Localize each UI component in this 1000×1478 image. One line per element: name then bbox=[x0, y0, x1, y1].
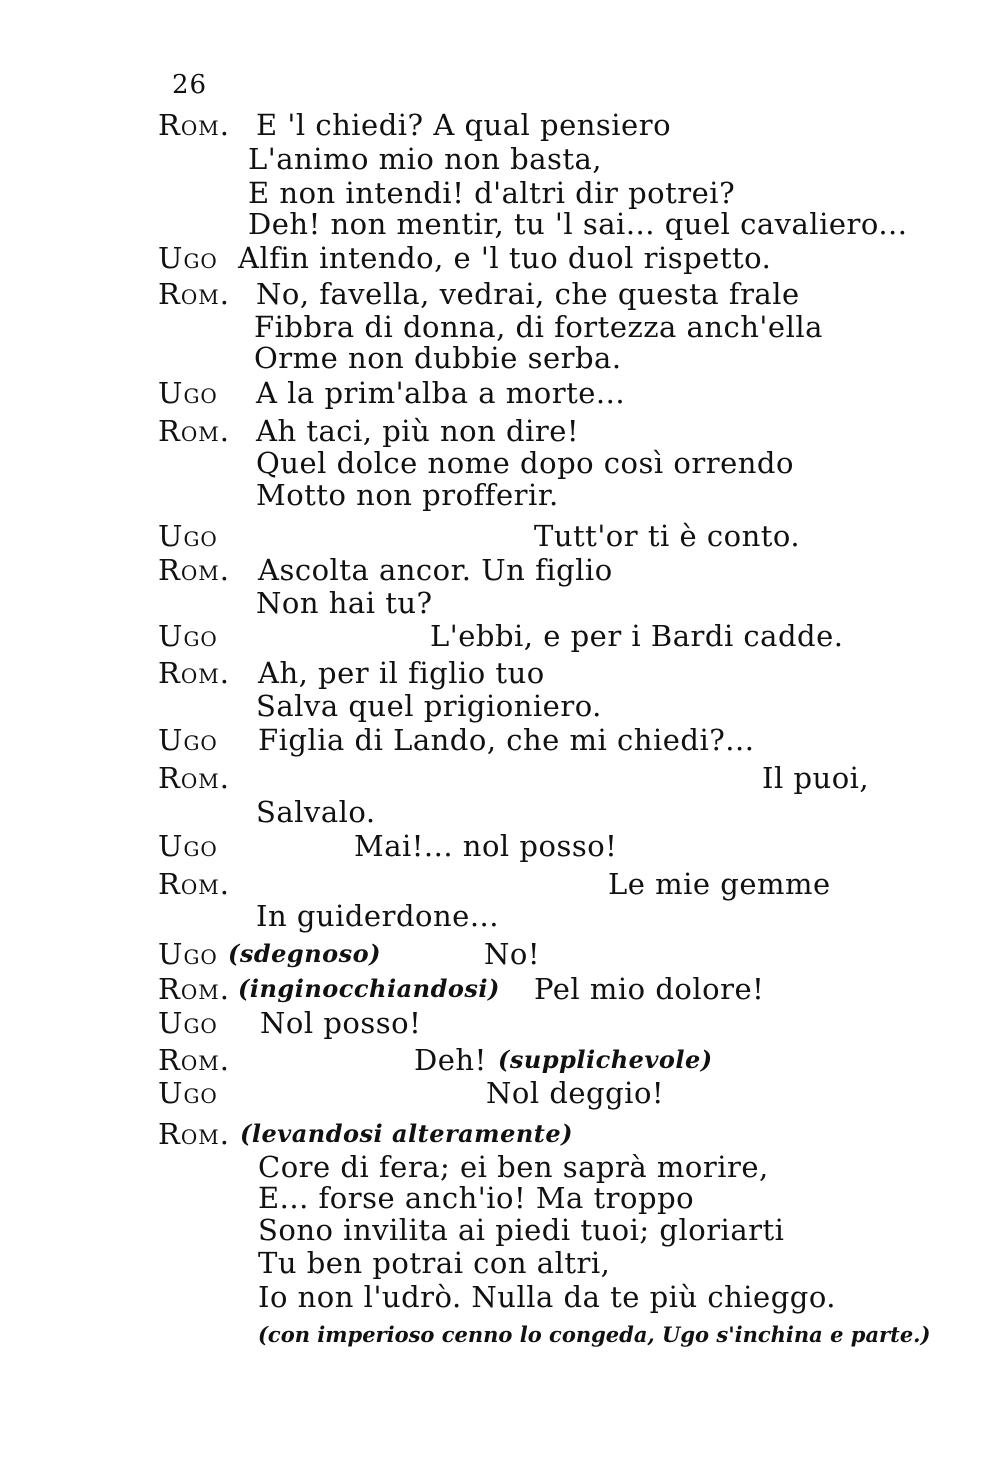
script-line bbox=[0, 1117, 1000, 1151]
script-line bbox=[0, 1150, 1000, 1184]
speaker-label: Ugo bbox=[158, 241, 218, 275]
script-line bbox=[0, 176, 1000, 210]
verse-text: No, favella, vedrai, che questa frale bbox=[256, 277, 800, 311]
script-line bbox=[0, 937, 1000, 971]
verse-text: E non intendi! d'altri dir potrei? bbox=[248, 176, 736, 210]
speaker-label: Ugo bbox=[158, 376, 218, 410]
verse-text: Orme non dubbie serba. bbox=[254, 341, 622, 375]
verse-text: Non hai tu? bbox=[256, 586, 433, 620]
script-line bbox=[0, 142, 1000, 176]
verse-text: L'ebbi, e per i Bardi cadde. bbox=[430, 619, 844, 653]
script-line bbox=[0, 446, 1000, 480]
speaker-label: Rom. bbox=[158, 656, 230, 690]
verse-text: Le mie gemme bbox=[608, 867, 831, 901]
script-line bbox=[0, 108, 1000, 142]
script-line bbox=[0, 1181, 1000, 1215]
script-line bbox=[0, 1280, 1000, 1314]
verse-text: E 'l chiedi? A qual pensiero bbox=[256, 108, 672, 142]
script-line bbox=[0, 899, 1000, 933]
speaker-label: Rom. bbox=[158, 1043, 230, 1077]
script-line bbox=[0, 619, 1000, 653]
stage-direction: (supplichevole) bbox=[498, 1045, 713, 1074]
verse-text: Figlia di Lando, che mi chiedi?... bbox=[258, 723, 755, 757]
speaker-label: Rom. bbox=[158, 108, 230, 142]
script-line bbox=[0, 723, 1000, 757]
closing-stage-direction: (con imperioso cenno lo congeda, Ugo s'inchina e parte.) bbox=[258, 1322, 931, 1347]
speaker-label: Ugo bbox=[158, 937, 218, 971]
verse-text: Quel dolce nome dopo così orrendo bbox=[256, 446, 794, 480]
script-line bbox=[0, 795, 1000, 829]
verse-text: Ascolta ancor. Un figlio bbox=[258, 553, 613, 587]
stage-direction: (levandosi alteramente) bbox=[240, 1119, 574, 1148]
speaker-label: Ugo bbox=[158, 723, 218, 757]
script-line bbox=[0, 553, 1000, 587]
script-line bbox=[0, 1043, 1000, 1077]
script-line bbox=[0, 519, 1000, 553]
verse-text: Tu ben potrai con altri, bbox=[258, 1246, 611, 1280]
speaker-label: Rom. bbox=[158, 414, 230, 448]
speaker-label: Ugo bbox=[158, 619, 218, 653]
script-line bbox=[0, 867, 1000, 901]
script-line bbox=[0, 478, 1000, 512]
speaker-label: Rom. bbox=[158, 1117, 230, 1151]
verse-text: E... forse anch'io! Ma troppo bbox=[258, 1181, 695, 1215]
verse-text: Salvalo. bbox=[256, 795, 376, 829]
script-line bbox=[0, 1246, 1000, 1280]
script-line bbox=[0, 1213, 1000, 1247]
speaker-label: Rom. bbox=[158, 867, 230, 901]
verse-text: Deh! non mentir, tu 'l sai... quel cavaliero... bbox=[248, 207, 908, 241]
verse-text: Io non l'udrò. Nulla da te più chieggo. bbox=[258, 1280, 837, 1314]
script-line bbox=[0, 376, 1000, 410]
verse-text: Mai!... nol posso! bbox=[354, 829, 618, 863]
stage-direction: (inginocchiandosi) bbox=[238, 974, 500, 1003]
verse-text: L'animo mio non basta, bbox=[248, 142, 603, 176]
script-line bbox=[0, 689, 1000, 723]
speaker-label: Ugo bbox=[158, 1076, 218, 1110]
stage-direction: (sdegnoso) bbox=[228, 939, 382, 968]
verse-text: No! bbox=[484, 937, 540, 971]
verse-text: Fibbra di donna, di fortezza anch'ella bbox=[254, 310, 823, 344]
script-line bbox=[0, 241, 1000, 275]
verse-text: Salva quel prigioniero. bbox=[256, 689, 602, 723]
verse-text: Pel mio dolore! bbox=[534, 972, 765, 1006]
script-line bbox=[0, 829, 1000, 863]
speaker-label: Ugo bbox=[158, 829, 218, 863]
script-line bbox=[0, 586, 1000, 620]
script-line bbox=[0, 972, 1000, 1006]
verse-text: In guiderdone... bbox=[256, 899, 499, 933]
script-line bbox=[0, 207, 1000, 241]
speaker-label: Rom. bbox=[158, 277, 230, 311]
verse-text: Ah, per il figlio tuo bbox=[258, 656, 545, 690]
verse-text: Core di fera; ei ben saprà morire, bbox=[258, 1150, 769, 1184]
verse-text: Tutt'or ti è conto. bbox=[534, 519, 801, 553]
verse-text: Ah taci, più non dire! bbox=[256, 414, 580, 448]
script-line bbox=[0, 761, 1000, 795]
verse-text: A la prim'alba a morte... bbox=[256, 376, 626, 410]
verse-text: Deh! bbox=[414, 1043, 487, 1077]
script-line bbox=[0, 656, 1000, 690]
verse-text: Nol posso! bbox=[260, 1006, 422, 1040]
verse-text: Alfin intendo, e 'l tuo duol rispetto. bbox=[238, 241, 772, 275]
speaker-label: Ugo bbox=[158, 519, 218, 553]
script-line bbox=[0, 277, 1000, 311]
script-line bbox=[0, 1076, 1000, 1110]
speaker-label: Rom. bbox=[158, 761, 230, 795]
verse-text: Sono invilita ai piedi tuoi; gloriarti bbox=[258, 1213, 785, 1247]
page-number: 26 bbox=[172, 70, 208, 100]
script-line bbox=[0, 1006, 1000, 1040]
verse-text: Nol deggio! bbox=[486, 1076, 665, 1110]
script-line bbox=[0, 414, 1000, 448]
verse-text: Motto non profferir. bbox=[256, 478, 559, 512]
script-line bbox=[0, 341, 1000, 375]
speaker-label: Rom. bbox=[158, 553, 230, 587]
speaker-label: Ugo bbox=[158, 1006, 218, 1040]
speaker-label: Rom. bbox=[158, 972, 230, 1006]
verse-text: Il puoi, bbox=[762, 761, 870, 795]
script-line bbox=[0, 310, 1000, 344]
